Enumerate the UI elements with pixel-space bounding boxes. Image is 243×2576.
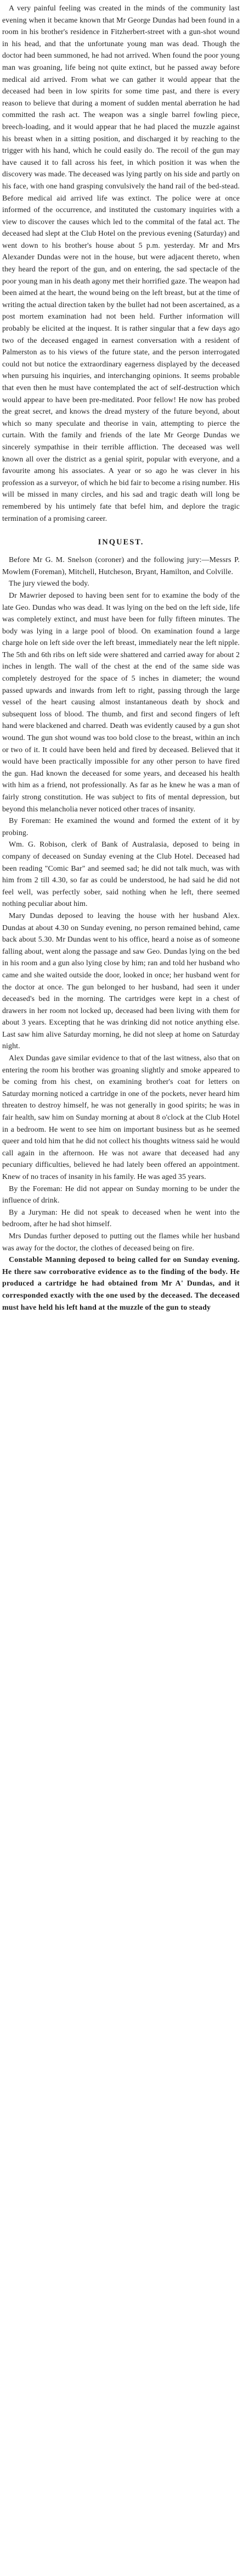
inquest-paragraph: Constable Manning deposed to being called for on Sunday evening. He there saw corroborative evidence as to the finding of the body. He produced a cartridge he had obtained from Mr A' Dundas, and it corresponded exactly with the one used by the deceased. The deceased must have held his left hand at the muzzle of the gun to steady: [2, 1255, 240, 1311]
inquest-paragraph: Alex Dundas gave similar evidence to that of the last witness, also that on entering the room his brother was groaning slightly and smoke appeared to be coming from his chest, on examining brother's coat for letters on Saturday morning noticed a cartridge in one of the pockets, never heard him threaten to destroy himself, he was not generally in good spirits; he was in fair health, saw him on Sunday morning at about 8 o'clock at the Club Hotel in a bedroom. He went to see him on important business but as he seemed queer and told him that he did not collect his thoughts witness said he would call again in the afternoon. He was not aware that deceased had any pecuniary difficulties, believed he had lately been offered an appointment. Knew of no traces of insanity in his family. He was aged 35 years.: [2, 1054, 240, 1181]
inquest-paragraph: By Foreman: He examined the wound and formed the extent of it by probing.: [2, 816, 240, 837]
inquest-paragraph: Wm. G. Robison, clerk of Bank of Australasia, deposed to being in company of deceased on Sunday evening at the Club Hotel. Deceased had been reading "Comic Bar" and seemed sad; he did not talk much, was with him from 2 till 4.30, so far as could be understood, he had said he did not feel well, was perfectly sober, said nothing when he left, there seemed nothing peculiar about him.: [2, 840, 240, 908]
inquest-paragraph: Dr Mawrier deposed to having been sent for to examine the body of the late Geo. Dundas who was dead. It was lying on the bed on the left side, life was completely extinct, and must have been for fully fifteen minutes. The body was lying in a large pool of blood. On examination found a large charge hole on left side over the left breast, immediately near the left nipple. The 5th and 6th ribs on left side were shattered and carried away for about 2 inches in length. The wall of the chest at the end of the same side was completely destroyed for the space of 5 inches in diameter; the wound passed upwards and inwards from left to right, passing through the large vessel of the heart causing almost instantaneous death by shock and subsequent loss of blood. The thumb, and first and second fingers of left hand were blackened and charred. Death was evidently caused by a gun shot wound. The gun shot wound was too bold close to the breast, within an inch or two of it. It could have been held and fired by deceased. Believed that it would have been practically impossible for any other person to have fired the gun. Had known the deceased for some years, and deceased his health with him as a friend, not professionally. As far as he knew he was a man of fairly strong constitution. He was subject to fits of mental depression, but beyond this melancholia never noticed other traces of insanity.: [2, 591, 240, 813]
article-column: [2, 2, 240, 1313]
inquest-paragraph: Before Mr G. M. Snelson (coroner) and the following jury:—Messrs P. Mowlem (Foreman), Mitchell, Hutcheson, Bryant, Hamilton, and Colville.: [2, 555, 240, 576]
article-paragraph: A very painful feeling was created in the minds of the community last evening when it became known that Mr George Dundas had been found in a room in his brother's residence in Fitzherbert-street with a gun-shot wound in his head, and that the unfortunate young man was dead. Though the doctor had been summoned, he had not arrived. When found the poor young man was groaning, life being not quite extinct, but he passed away before medical aid arrived. From what we can gather it would appear that the deceased had been in low spirits for some time past, and there is every reason to believe that during a moment of sudden mental aberration he had committed the rash act. The weapon was a single barrel fowling piece, breech-loading, and it would appear that he had placed the muzzle against his breast when in a sitting position, and discharged it by reaching to the trigger with his hand, which he could easily do. The recoil of the gun may have caused it to fall across his feet, in which position it was when the discovery was made. The deceased was lying partly on his side and partly on his face, with one hand grasping convulsively the hand rail of the bed-stead. Before medical aid arrived life was extinct. The police were at once informed of the occurrence, and instituted the customary inquiries with a view to discover the causes which led to the commital of the fatal act. The deceased had slept at the Club Hotel on the previous evening (Saturday) and went down to his brother's house about 5 p.m. yesterday. Mr and Mrs Alexander Dundas were not in the house, but were adjacent thereto, when they heard the report of the gun, and on entering, the sad spectacle of the poor young man in his death agony met their horrified gaze. The weapon had been aimed at the heart, the wound being on the left breast, but at the time of writing the actual direction taken by the bullet had not been ascertained, as a post mortem examination had not been held. Further information will probably be elicited at the inquest. It is rather singular that a few days ago two of the deceased engaged in earnest conversation with a resident of Palmerston as to his views of the future state, and the person interrogated could not but notice the extraordinary eagerness displayed by the deceased when pursuing his inquiries, and interchanging opinions. It seems probable that even then he must have contemplated the act of self-destruction which would appear to have been pre-meditated. Poor fellow! He now has probed the great secret, and knows the dread mystery of the future beyond, about which so many speculate and theorise in vain, attempting to pierce the curtain. With the family and friends of the late Mr George Dundas we sincerely sympathise in their terrible affliction. The deceased was well known all over the district as a genial spirit, popular with everyone, and a favourite among his associates. A year or so ago he was clever in his profession as a surveyor, of which he bid fair to become a rising number. His will be missed in many circles, and his sad and tragic death will long be remembered by his untimely fate that befel him, and deplore the tragic termination of a promising career.: [2, 4, 240, 522]
inquest-paragraph: By the Foreman: He did not appear on Sunday morning to be under the influence of drink.: [2, 1184, 240, 1205]
inquest-paragraph: The jury viewed the body.: [9, 579, 89, 588]
inquest-paragraph: Mary Dundas deposed to leaving the house with her husband Alex. Dundas at about 4.30 on Sunday evening, no person remained behind, came back about 5.30. Mr Dundas went to his office, heard a noise as of someone falling about, went along the passage and saw Geo. Dundas lying on the bed in his room and a gun also lying close by him; ran and told her husband who came and she waited outside the door, looked in once; her husband went for the doctor at once. The gun belonged to her husband, had seen it under deceased's bed in the morning. The cartridges were kept in a chest of drawers in her room not locked up, deceased had been living with them for about 3 years. Excepting that he was drinking did not notice anything else. Last saw him alive Saturday morning, he did not sleep at home on Saturday night.: [2, 911, 240, 1050]
inquest-paragraph: By a Juryman: He did not speak to deceased when he went into the bedroom, after he had shot himself.: [2, 1208, 240, 1228]
inquest-paragraph: Mrs Dundas further deposed to putting out the flames while her husband was away for the doctor, the clothes of deceased being on fire.: [2, 1231, 240, 1252]
inquest-heading: INQUEST.: [98, 538, 144, 547]
